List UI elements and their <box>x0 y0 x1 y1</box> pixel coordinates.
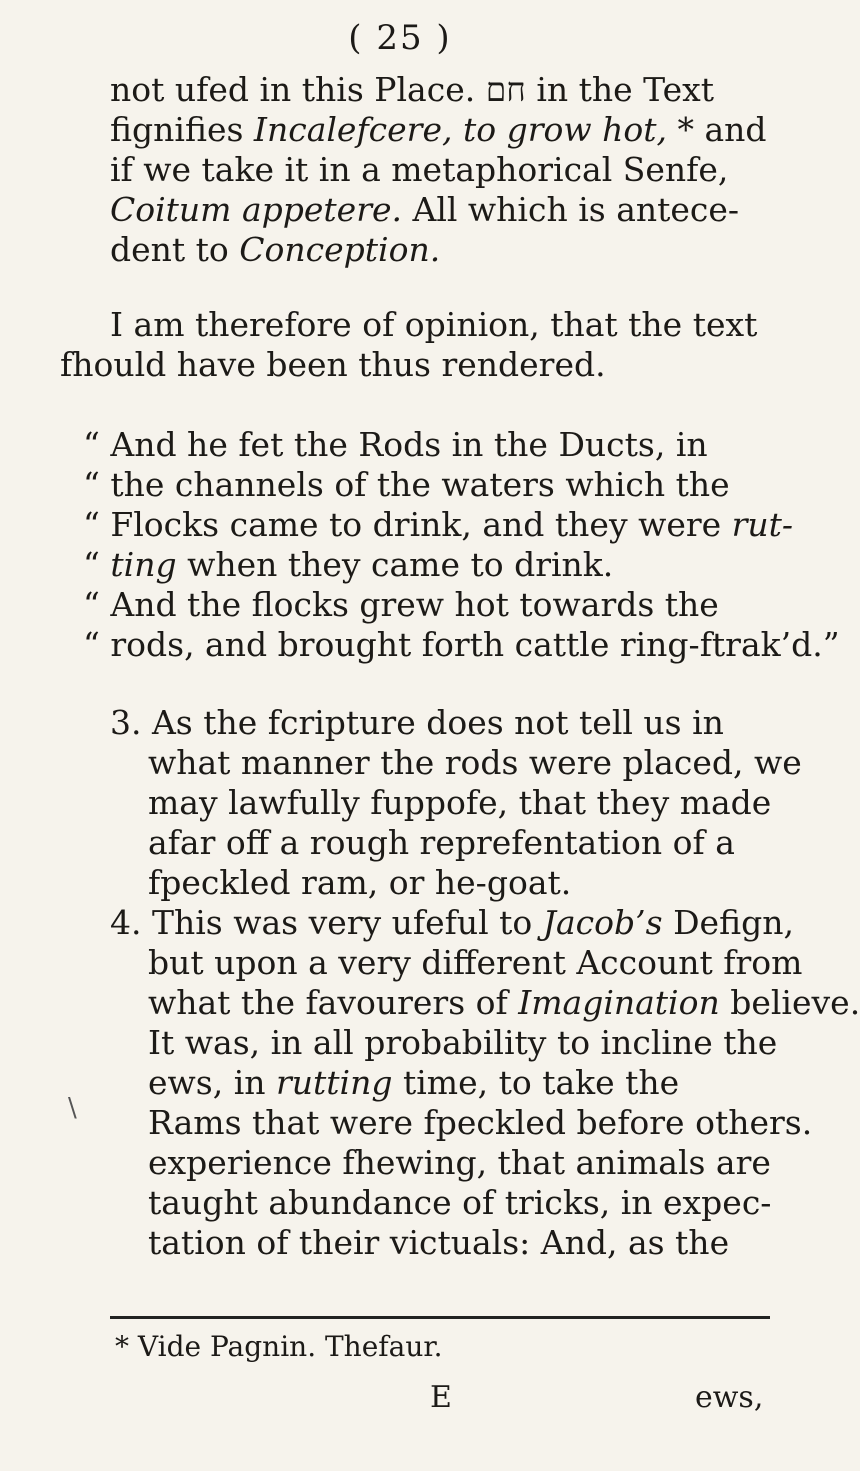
text-span: experience fhewing, that animals are <box>148 1143 771 1182</box>
text-span: “ And the flocks grew hot towards the <box>83 585 719 624</box>
text-span: “ Flocks came to drink, and they were <box>83 505 732 544</box>
text-span: חם <box>485 70 526 109</box>
text-span: time, to take the <box>392 1063 680 1102</box>
text-span: fpeckled ram, or he-goat. <box>148 863 572 902</box>
text-line <box>148 943 802 983</box>
signature-mark: E <box>430 1380 452 1415</box>
text-span: when they came to drink. <box>176 545 614 584</box>
text-span: what the favourers of <box>148 983 519 1022</box>
text-line <box>60 345 606 385</box>
footnote-rule <box>110 1316 770 1319</box>
text-span: but upon a very different Account from <box>148 943 803 982</box>
italic-text: to grow hot, <box>462 110 667 149</box>
text-span: afar off a rough reprefentation of a <box>148 823 735 862</box>
text-span: not ufed in this Place. <box>110 70 486 109</box>
text-span: * and <box>666 110 767 149</box>
text-span: taught abundance of tricks, in expec- <box>148 1183 772 1222</box>
text-line <box>83 505 793 545</box>
text-line <box>110 70 714 110</box>
text-line <box>110 110 767 150</box>
text-line <box>148 1063 679 1103</box>
text-line <box>148 1143 771 1183</box>
text-line <box>148 823 735 863</box>
text-span: 3. As the fcripture does not tell us in <box>110 703 724 742</box>
italic-text: Conception. <box>239 230 441 269</box>
text-span: All which is antece- <box>402 190 740 229</box>
page-number-header: ( 25 ) <box>348 18 452 58</box>
text-span: believe. <box>719 983 860 1022</box>
text-span: 4. This was very ufeful to <box>110 903 543 942</box>
text-span: “ And he fet the Rods in the Ducts, in <box>83 425 708 464</box>
text-span: may lawfully fuppofe, that they made <box>148 783 772 822</box>
text-span <box>452 110 463 149</box>
text-span: fignifies <box>110 110 254 149</box>
text-span: tation of their victuals: And, as the <box>148 1223 730 1262</box>
text-span: dent to <box>110 230 240 269</box>
text-line <box>83 585 719 625</box>
text-line <box>83 425 708 465</box>
text-span: I am therefore of opinion, that the text <box>110 305 758 344</box>
italic-text: ting <box>110 545 177 584</box>
text-line <box>110 150 728 190</box>
text-line <box>148 1223 729 1263</box>
text-span: ews, in <box>148 1063 276 1102</box>
text-line <box>110 305 757 345</box>
text-line <box>148 1183 771 1223</box>
text-line <box>110 190 739 230</box>
text-line <box>148 863 571 903</box>
text-span: It was, in all probability to incline the <box>148 1023 778 1062</box>
text-line <box>83 465 730 505</box>
italic-text: Incalefcere, <box>253 110 453 149</box>
text-line <box>148 983 860 1023</box>
margin-mark: \ <box>68 1093 77 1123</box>
text-line <box>110 230 440 270</box>
text-span: fhould have been thus rendered. <box>60 345 606 384</box>
text-span: in the Text <box>525 70 714 109</box>
text-span: “ the channels of the waters which the <box>83 465 730 504</box>
text-span: if we take it in a metaphorical Senfe, <box>110 150 729 189</box>
text-line <box>148 1023 777 1063</box>
italic-text: Imagination <box>518 983 720 1022</box>
text-line <box>110 703 724 743</box>
text-line <box>148 743 802 783</box>
italic-text: rutting <box>276 1063 393 1102</box>
italic-text: Jacob’s <box>542 903 663 942</box>
text-span: “ rods, and brought forth cattle ring-ftrak’d.” <box>83 625 840 664</box>
footnote: * Vide Pagnin. Thefaur. <box>115 1330 443 1363</box>
text-span: what manner the rods were placed, we <box>148 743 802 782</box>
text-span: Rams that were fpeckled before others. <box>148 1103 813 1142</box>
text-line <box>110 903 794 943</box>
catchword: ews, <box>695 1380 764 1415</box>
text-line <box>83 545 613 585</box>
text-line <box>148 1103 812 1143</box>
italic-text: rut- <box>731 505 794 544</box>
text-span: “ <box>83 545 111 584</box>
text-line <box>83 625 840 665</box>
italic-text: Coitum appetere. <box>110 190 403 229</box>
text-line <box>148 783 771 823</box>
text-span: Defign, <box>662 903 794 942</box>
